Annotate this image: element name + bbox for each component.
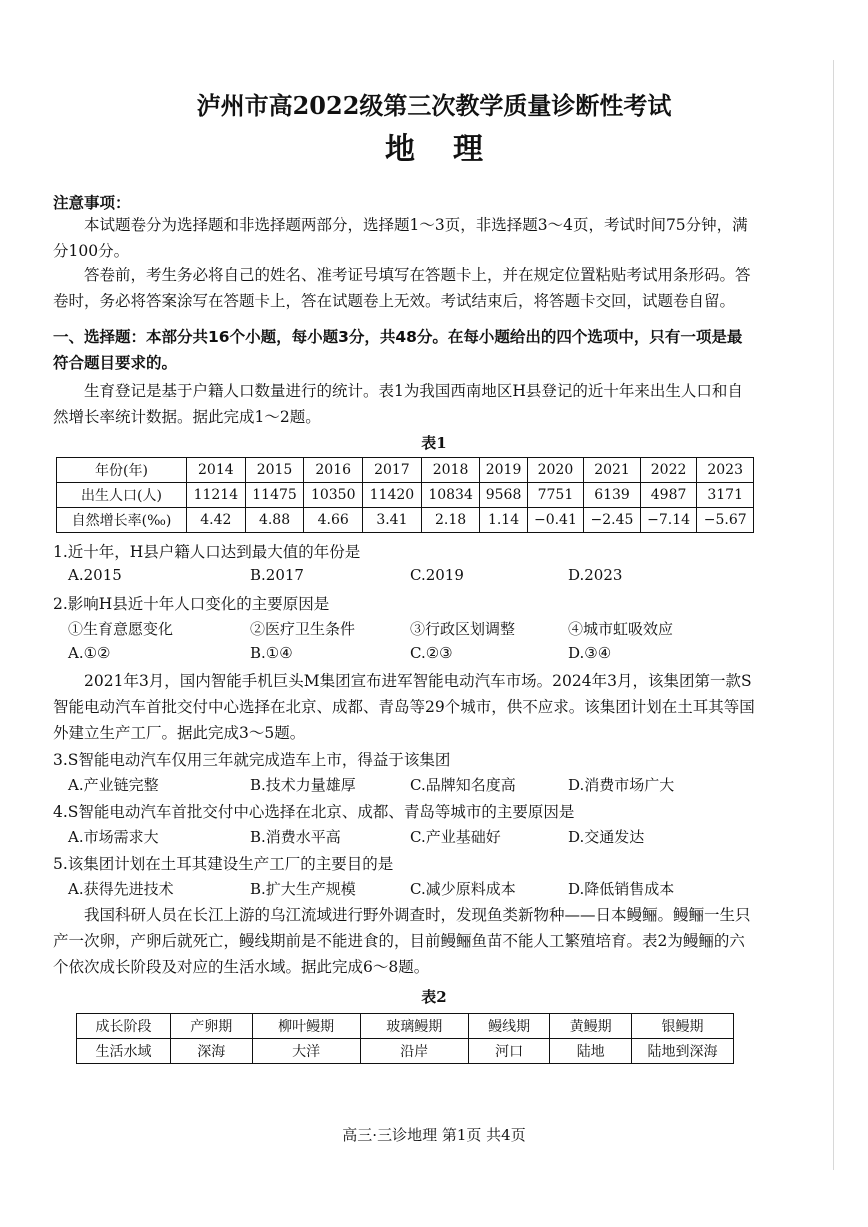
question-4-stem: 4.S智能电动汽车首批交付中心选择在北京、成都、青岛等城市的主要原因是 — [53, 803, 575, 821]
table1-cell: 2019 — [480, 458, 527, 483]
table1-cell: −5.67 — [697, 508, 754, 533]
notice-heading: 注意事项： — [53, 194, 131, 212]
table1-cell: 2020 — [527, 458, 584, 483]
table2-row-waters — [77, 1039, 734, 1064]
table2-row-stages — [77, 1014, 734, 1039]
table2-cell: 柳叶鳗期 — [252, 1014, 360, 1039]
option-c[interactable]: C.减少原料成本 — [410, 880, 516, 898]
table1-cell: 6139 — [584, 483, 641, 508]
statement-4: ④城市虹吸效应 — [568, 620, 674, 638]
table1-cell: 10350 — [304, 483, 363, 508]
option-d[interactable]: D.交通发达 — [568, 828, 645, 846]
passage-3: 我国科研人员在长江上游的乌江流域进行野外调查时，发现鱼类新物种——日本鳗鲡。鳗鲡一生只产一次卵，产卵后就死亡，鳗线期前是不能进食的，目前鳗鲡鱼苗不能人工繁殖培育。表2为鳗鲡的六个依次成长阶段及对应的生活水域。据此完成6～8题。 — [53, 906, 751, 976]
question-3-stem: 3.S智能电动汽车仅用三年就完成造车上市，得益于该集团 — [53, 751, 451, 769]
exam-title: 泸州市高2022级第三次教学质量诊断性考试 — [196, 91, 672, 120]
table1-cell: 2015 — [245, 458, 304, 483]
question-1-stem: 1.近十年，H县户籍人口达到最大值的年份是 — [53, 543, 361, 561]
option-c[interactable]: C.品牌知名度高 — [410, 776, 516, 794]
subject-title: 地理 — [385, 132, 521, 167]
question-1-options — [68, 566, 768, 590]
option-b[interactable]: B.技术力量雄厚 — [250, 776, 356, 794]
table1-cell: 4.42 — [187, 508, 246, 533]
table1-cell: 1.14 — [480, 508, 527, 533]
table1-cell: 2016 — [304, 458, 363, 483]
table1-cell: 11475 — [245, 483, 304, 508]
table1 — [56, 457, 754, 533]
question-3-options — [68, 774, 768, 798]
table1-cell: −2.45 — [584, 508, 641, 533]
table1-cell: 2014 — [187, 458, 246, 483]
page-footer: 高三·三诊地理 第1页 共4页 — [342, 1126, 526, 1144]
table1-cell: 2021 — [584, 458, 641, 483]
question-2-options — [68, 644, 768, 668]
option-b[interactable]: B.①④ — [250, 644, 293, 662]
table1-cell: 2023 — [697, 458, 754, 483]
statement-2: ②医疗卫生条件 — [250, 620, 356, 638]
table1-cell: 10834 — [421, 483, 480, 508]
table2-row-label: 成长阶段 — [77, 1014, 171, 1039]
question-2-items — [68, 618, 768, 642]
statement-1: ①生育意愿变化 — [68, 620, 174, 638]
table1-row-label: 年份(年) — [57, 458, 187, 483]
table1-cell: 3171 — [697, 483, 754, 508]
table2-cell: 产卵期 — [171, 1014, 253, 1039]
table1-cell: 2022 — [640, 458, 697, 483]
option-b[interactable]: B.消费水平高 — [250, 828, 341, 846]
table1-row-growth — [57, 508, 754, 533]
option-d[interactable]: D.消费市场广大 — [568, 776, 675, 794]
table1-row-label: 自然增长率(‰) — [57, 508, 187, 533]
notice-paragraph-1: 本试题卷分为选择题和非选择题两部分，选择题1～3页，非选择题3～4页，考试时间75分钟，满分100分。 — [53, 216, 748, 260]
table2-caption: 表2 — [421, 988, 447, 1006]
question-2-stem: 2.影响H县近十年人口变化的主要原因是 — [53, 595, 330, 613]
table1-row-years — [57, 458, 754, 483]
option-a[interactable]: A.①② — [68, 644, 111, 662]
table1-row-label: 出生人口(人) — [57, 483, 187, 508]
table2-cell: 河口 — [468, 1039, 550, 1064]
table2-cell: 玻璃鳗期 — [360, 1014, 468, 1039]
table1-cell: 2017 — [363, 458, 422, 483]
table1-cell: 2018 — [421, 458, 480, 483]
table1-cell: 4987 — [640, 483, 697, 508]
option-a[interactable]: A.市场需求大 — [68, 828, 159, 846]
question-5-stem: 5.该集团计划在土耳其建设生产工厂的主要目的是 — [53, 855, 394, 873]
table1-cell: 2.18 — [421, 508, 480, 533]
table2-cell: 深海 — [171, 1039, 253, 1064]
table1-cell: 4.66 — [304, 508, 363, 533]
table1-cell: −7.14 — [640, 508, 697, 533]
option-b[interactable]: B.扩大生产规模 — [250, 880, 356, 898]
option-a[interactable]: A.2015 — [68, 566, 122, 584]
passage-1: 生育登记是基于户籍人口数量进行的统计。表1为我国西南地区H县登记的近十年来出生人口和自然增长率统计数据。据此完成1～2题。 — [53, 382, 743, 426]
table2-row-label: 生活水域 — [77, 1039, 171, 1064]
table1-cell: 9568 — [480, 483, 527, 508]
table1-caption: 表1 — [421, 434, 447, 452]
option-d[interactable]: D.③④ — [568, 644, 612, 662]
option-d[interactable]: D.降低销售成本 — [568, 880, 675, 898]
table1-cell: 7751 — [527, 483, 584, 508]
table1-cell: 4.88 — [245, 508, 304, 533]
option-a[interactable]: A.产业链完整 — [68, 776, 159, 794]
option-a[interactable]: A.获得先进技术 — [68, 880, 174, 898]
table2-cell: 陆地到深海 — [632, 1039, 734, 1064]
table1-row-births — [57, 483, 754, 508]
table2-cell: 黄鳗期 — [550, 1014, 632, 1039]
question-4-options — [68, 826, 768, 850]
table1-cell: 3.41 — [363, 508, 422, 533]
option-c[interactable]: C.产业基础好 — [410, 828, 501, 846]
table1-cell: −0.41 — [527, 508, 584, 533]
statement-3: ③行政区划调整 — [410, 620, 516, 638]
option-d[interactable]: D.2023 — [568, 566, 623, 584]
table1-cell: 11420 — [363, 483, 422, 508]
option-c[interactable]: C.2019 — [410, 566, 464, 584]
option-b[interactable]: B.2017 — [250, 566, 304, 584]
passage-2: 2021年3月，国内智能手机巨头M集团宣布进军智能电动汽车市场。2024年3月，该集团第一款S智能电动汽车首批交付中心选择在北京、成都、青岛等29个城市，供不应求。该集团计划在土耳其等国外建立生产工厂。据此完成3～5题。 — [53, 672, 755, 742]
table2-cell: 银鳗期 — [632, 1014, 734, 1039]
table1-cell: 11214 — [187, 483, 246, 508]
table2 — [76, 1013, 734, 1064]
notice-paragraph-2: 答卷前，考生务必将自己的姓名、准考证号填写在答题卡上，并在规定位置粘贴考试用条形码。答卷时，务必将答案涂写在答题卡上，答在试题卷上无效。考试结束后，将答题卡交回，试题卷自留。 — [53, 266, 751, 310]
option-c[interactable]: C.②③ — [410, 644, 453, 662]
table2-cell: 陆地 — [550, 1039, 632, 1064]
question-5-options — [68, 878, 768, 902]
section-heading: 一、选择题：本部分共16个小题，每小题3分，共48分。在每小题给出的四个选项中，只有一项是最符合题目要求的。 — [53, 328, 743, 372]
table2-cell: 沿岸 — [360, 1039, 468, 1064]
table2-cell: 大洋 — [252, 1039, 360, 1064]
table2-cell: 鳗线期 — [468, 1014, 550, 1039]
